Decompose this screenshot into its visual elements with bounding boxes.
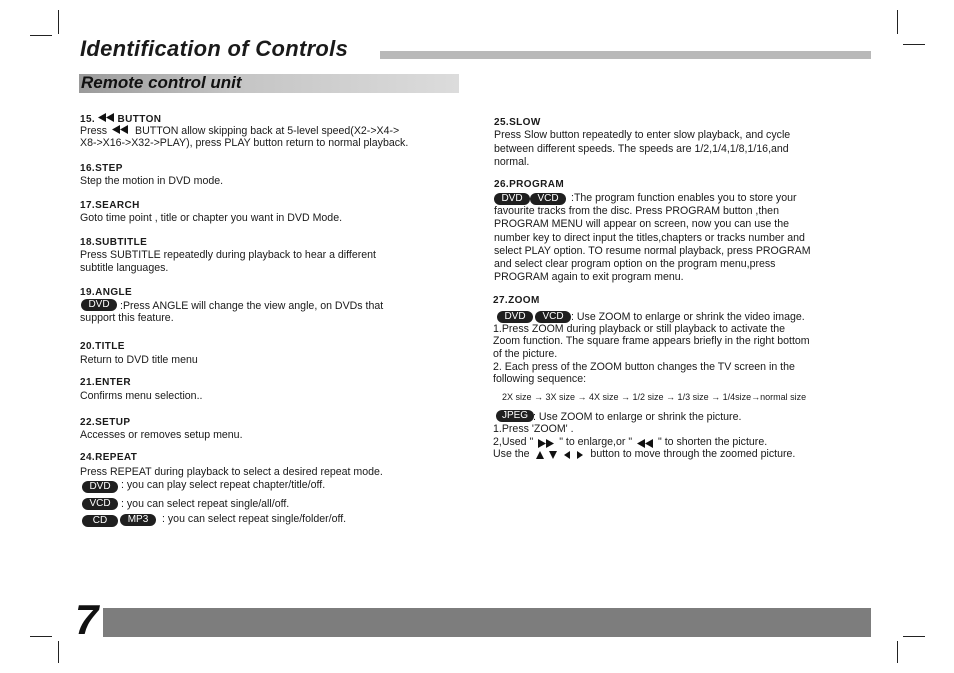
- item-15-heading: [80, 113, 161, 125]
- item-18-line-1: Press SUBTITLE repeatedly during playback to hear a different: [80, 249, 376, 261]
- jpeg-badge: JPEG: [496, 410, 534, 422]
- item-25-line-3: normal.: [494, 156, 530, 168]
- page-number: 7: [75, 596, 99, 643]
- text: Use the: [493, 448, 530, 460]
- title-bar: [380, 51, 871, 59]
- rewind-icon: [98, 113, 114, 122]
- item-21-text: Confirms menu selection..: [80, 390, 203, 402]
- item-20-heading: 20.TITLE: [80, 341, 125, 352]
- text: " to shorten the picture.: [657, 436, 768, 448]
- item-24-vcd-text: : you can select repeat single/all/off.: [121, 498, 290, 510]
- item-19-line-1: :Press ANGLE will change the view angle, on DVDs that: [120, 300, 384, 312]
- item-24-dvd-text: : you can play select repeat chapter/title/off.: [121, 479, 326, 491]
- crop-mark: [903, 44, 925, 45]
- item-25-line-2: between different speeds. The speeds are 1/2,1/4,1/8,1/16,and: [494, 143, 789, 155]
- text: button to move through the zoomed picture.: [590, 448, 796, 460]
- text: BUTTON allow skipping back at 5-level speed(X2->X4->: [135, 125, 400, 137]
- crop-mark: [897, 641, 898, 663]
- item-26-heading: 26.PROGRAM: [494, 179, 565, 190]
- item-27-press-zoom: 1.Press 'ZOOM' .: [493, 423, 574, 435]
- item-15-line-2: X8->X16->X32->PLAY), press PLAY button return to normal playback.: [80, 137, 409, 149]
- crop-mark: [897, 10, 898, 34]
- item-19-heading: 19.ANGLE: [80, 287, 133, 298]
- page-title: Identification of Controls: [80, 36, 349, 61]
- item-26-line-3: PROGRAM MENU will appear on screen, now you can use the: [494, 218, 789, 230]
- item-27-heading: 27.ZOOM: [493, 295, 540, 306]
- item-20-text: Return to DVD title menu: [80, 354, 198, 366]
- mp3-badge: MP3: [120, 514, 156, 526]
- item-26-line-5: select PLAY option. TO resume normal playback, press PROGRAM: [494, 245, 811, 257]
- item-27-line-5: 2. Each press of the ZOOM button changes the TV screen in the: [493, 361, 795, 373]
- rewind-icon: [112, 125, 128, 134]
- zoom-sequence: 2X size → 3X size → 4X size → 1/2 size → 1/3 size → 1/4size→normal size: [502, 392, 807, 402]
- crop-mark: [30, 35, 52, 36]
- vcd-badge: VCD: [535, 311, 571, 323]
- arrow-up-icon: [536, 451, 544, 459]
- crop-mark: [58, 641, 59, 663]
- item-16-text: Step the motion in DVD mode.: [80, 175, 224, 187]
- item-27-line-6: following sequence:: [493, 373, 587, 385]
- cd-badge: CD: [82, 515, 118, 527]
- item-24-line-1: Press REPEAT during playback to select a desired repeat mode.: [80, 466, 383, 478]
- footer-bar: [103, 608, 871, 637]
- text: " to enlarge,or ": [559, 436, 633, 448]
- item-18-line-2: subtitle languages.: [80, 262, 169, 274]
- arrow-keys-icon: [535, 450, 585, 460]
- item-27-line-3: Zoom function. The square frame appears briefly in the right bottom: [493, 335, 810, 347]
- rewind-icon: [637, 439, 653, 448]
- item-label: BUTTON: [117, 114, 162, 125]
- item-26-line-7: PROGRAM again to exit program menu.: [494, 271, 684, 283]
- section-subtitle: Remote control unit: [81, 73, 242, 92]
- item-26-line-4: number key to direct input the titles,chapters or tracks number and: [494, 232, 805, 244]
- item-17-text: Goto time point , title or chapter you want in DVD Mode.: [80, 212, 343, 224]
- item-27-line-4: of the picture.: [493, 348, 558, 360]
- dvd-badge: DVD: [494, 193, 530, 205]
- dvd-badge: DVD: [497, 311, 533, 323]
- item-26-line-6: and select clear program option on the program menu,press: [494, 258, 776, 270]
- item-27-jpeg-line: : Use ZOOM to enlarge or shrink the picture.: [533, 411, 742, 423]
- crop-mark: [30, 636, 52, 637]
- vcd-badge: VCD: [530, 193, 566, 205]
- arrow-down-icon: [549, 451, 557, 459]
- arrow-left-icon: [564, 451, 570, 459]
- item-27-move-line: [493, 448, 795, 461]
- item-25-line-1: Press Slow button repeatedly to enter slow playback, and cycle: [494, 129, 791, 141]
- item-19-line-2: support this feature.: [80, 312, 174, 324]
- item-18-heading: 18.SUBTITLE: [80, 237, 148, 248]
- item-25-heading: 25.SLOW: [494, 117, 541, 128]
- item-21-heading: 21.ENTER: [80, 377, 131, 388]
- dvd-badge: DVD: [81, 299, 117, 311]
- item-27-line-2: 1.Press ZOOM during playback or still playback to activate the: [493, 323, 786, 335]
- item-24-cd-mp3-text: : you can select repeat single/folder/off.: [162, 513, 347, 525]
- item-26-line-1: :The program function enables you to store your: [571, 192, 797, 204]
- item-17-heading: 17.SEARCH: [80, 200, 140, 211]
- text: 2,Used ": [493, 436, 534, 448]
- dvd-badge: DVD: [82, 481, 118, 493]
- item-26-line-2: favourite tracks from the disc. Press PROGRAM button ,then: [494, 205, 779, 217]
- vcd-badge: VCD: [82, 498, 118, 510]
- item-24-heading: 24.REPEAT: [80, 452, 138, 463]
- item-number: 15.: [80, 114, 96, 125]
- item-27-line-1: : Use ZOOM to enlarge or shrink the video image.: [571, 311, 805, 323]
- item-16-heading: 16.STEP: [80, 163, 123, 174]
- crop-mark: [903, 636, 925, 637]
- item-22-heading: 22.SETUP: [80, 417, 131, 428]
- arrow-right-icon: [577, 451, 583, 459]
- item-22-text: Accesses or removes setup menu.: [80, 429, 243, 441]
- fast-forward-icon: [538, 439, 554, 448]
- crop-mark: [58, 10, 59, 34]
- text: Press: [80, 125, 108, 137]
